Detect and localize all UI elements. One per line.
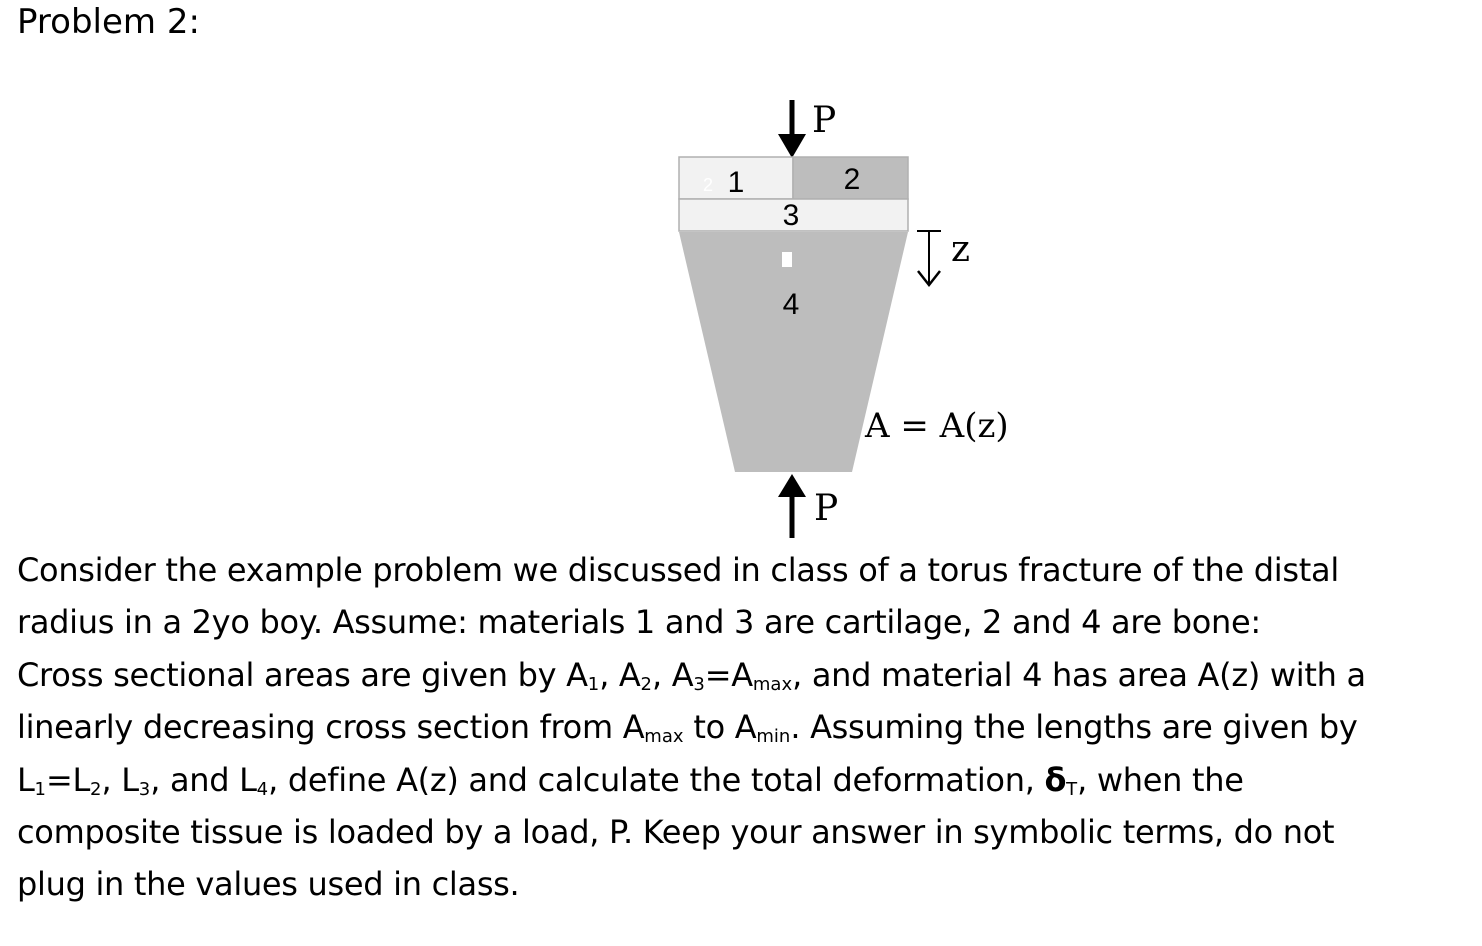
subscript: 3: [693, 673, 705, 695]
delta-symbol: δ: [1044, 760, 1067, 799]
label-material-3: 3: [782, 199, 800, 232]
text-run: Cross sectional areas are given by A: [17, 655, 588, 694]
text-run: , define A(z) and calculate the total deformation,: [268, 760, 1045, 799]
problem-line-3: [17, 649, 1477, 701]
subscript: 1: [587, 673, 600, 695]
label-material-1: 1: [727, 166, 745, 199]
bottom-load-label: P: [814, 488, 839, 529]
white-marker: [782, 252, 792, 267]
text-run: L: [17, 760, 35, 799]
problem-statement: [17, 544, 1477, 911]
problem-line-4: [17, 701, 1477, 753]
subscript: 2: [640, 673, 652, 695]
subscript: T: [1066, 778, 1078, 800]
text-run: . Assuming the lengths are given by: [790, 708, 1358, 747]
subscript: 4: [256, 778, 269, 800]
subscript: max: [644, 726, 684, 748]
text-run: , A: [651, 655, 694, 694]
text-run: =L: [45, 760, 91, 799]
top-load-label: P: [812, 100, 837, 141]
bottom-load-arrow: [778, 474, 806, 538]
text-run: =A: [704, 655, 753, 694]
area-function-label: A = A(z): [865, 406, 1009, 446]
subscript: 3: [138, 778, 151, 800]
stray-mark: 2: [703, 175, 714, 195]
subscript: 2: [90, 778, 102, 800]
top-load-arrow: [778, 100, 806, 158]
z-axis-arrow: [917, 231, 941, 285]
problem-line-7: plug in the values used in class.: [17, 865, 520, 904]
text-run: to A: [683, 708, 757, 747]
subscript: max: [752, 673, 793, 695]
text-run: , when the: [1077, 760, 1244, 799]
text-run: , and L: [150, 760, 257, 799]
problem-line-6: composite tissue is loaded by a load, P. Keep your answer in symbolic terms, do not: [17, 813, 1335, 852]
text-run: , A: [599, 655, 641, 694]
label-material-2: 2: [843, 163, 861, 196]
problem-line-2: radius in a 2yo boy. Assume: materials 1 and 3 are cartilage, 2 and 4 are bone:: [17, 603, 1261, 642]
problem-line-5: [17, 754, 1477, 806]
z-axis-label: z: [951, 229, 970, 270]
text-run: , and material 4 has area A(z) with a: [792, 655, 1366, 694]
text-run: linearly decreasing cross section from A: [17, 708, 645, 747]
subscript: min: [756, 726, 791, 748]
problem-line-1: Consider the example problem we discussed in class of a torus fracture of the distal: [17, 551, 1339, 589]
text-run: , L: [101, 760, 139, 799]
problem-heading: Problem 2:: [17, 2, 200, 42]
label-material-4: 4: [782, 288, 800, 321]
subscript: 1: [34, 778, 46, 800]
